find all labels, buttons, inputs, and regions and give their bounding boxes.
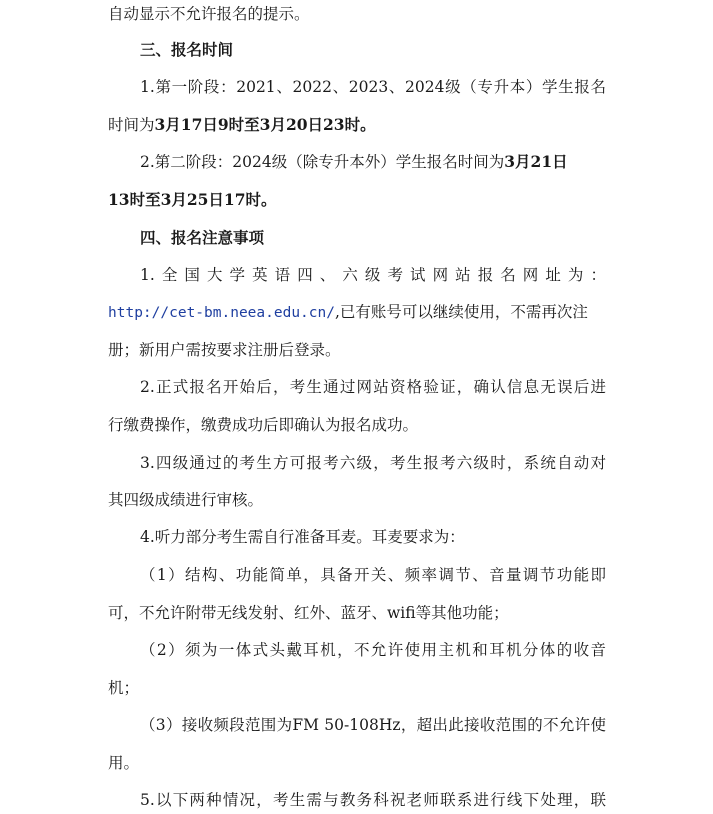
paragraph-line: 机； (108, 679, 140, 697)
paragraph-line: （1）结构、功能简单，具备开关、频率调节、音量调节功能即 (140, 566, 606, 584)
text-span: ,已有账号可以继续使用，不需再次注 (334, 303, 588, 321)
bold-date-span: 3月17日9时至3月20日23时。 (154, 115, 376, 134)
text-span: 2.第二阶段：2024级（除专升本外）学生报名时间为 (140, 153, 505, 171)
paragraph-line: 1.第一阶段：2021、2022、2023、2024级（专升本）学生报名 (140, 78, 606, 96)
paragraph-line: （2）须为一体式头戴耳机，不允许使用主机和耳机分体的收音 (140, 641, 606, 659)
paragraph-line (140, 150, 606, 174)
registration-link[interactable]: http://cet-bm.neea.edu.cn/ (108, 305, 335, 321)
paragraph-line: 2.正式报名开始后，考生通过网站资格验证，确认信息无误后进 (140, 378, 606, 396)
bold-date-span: 3月21日 (504, 152, 568, 171)
paragraph-line: 行缴费操作，缴费成功后即确认为报名成功。 (108, 416, 419, 434)
paragraph-line: 用。 (108, 754, 140, 772)
paragraph-line: 可，不允许附带无线发射、红外、蓝牙、wifi等其他功能； (108, 604, 509, 622)
paragraph-line: 4.听力部分考生需自行准备耳麦。耳麦要求为： (140, 528, 465, 546)
paragraph-line: 其四级成绩进行审核。 (108, 491, 264, 509)
paragraph-line: 3.四级通过的考生方可报考六级，考生报考六级时，系统自动对 (140, 454, 606, 472)
paragraph-line: 自动显示不允许报名的提示。 (108, 5, 310, 23)
paragraph-line (108, 300, 606, 325)
paragraph-line: 5.以下两种情况，考生需与教务科祝老师联系进行线下处理，联 (140, 791, 606, 809)
paragraph-line: 1.全国大学英语四、六级考试网站报名网址为： (140, 266, 606, 284)
section-heading-time: 三、报名时间 (140, 40, 234, 59)
section-heading-notes: 四、报名注意事项 (140, 228, 265, 247)
text-span: 时间为 (108, 116, 155, 134)
paragraph-line: 13时至3月25日17时。 (108, 190, 277, 209)
paragraph-line: 册；新用户需按要求注册后登录。 (108, 341, 341, 359)
paragraph-line (108, 113, 606, 137)
paragraph-line: （3）接收频段范围为FM 50-108Hz，超出此接收范围的不允许使 (140, 716, 606, 734)
